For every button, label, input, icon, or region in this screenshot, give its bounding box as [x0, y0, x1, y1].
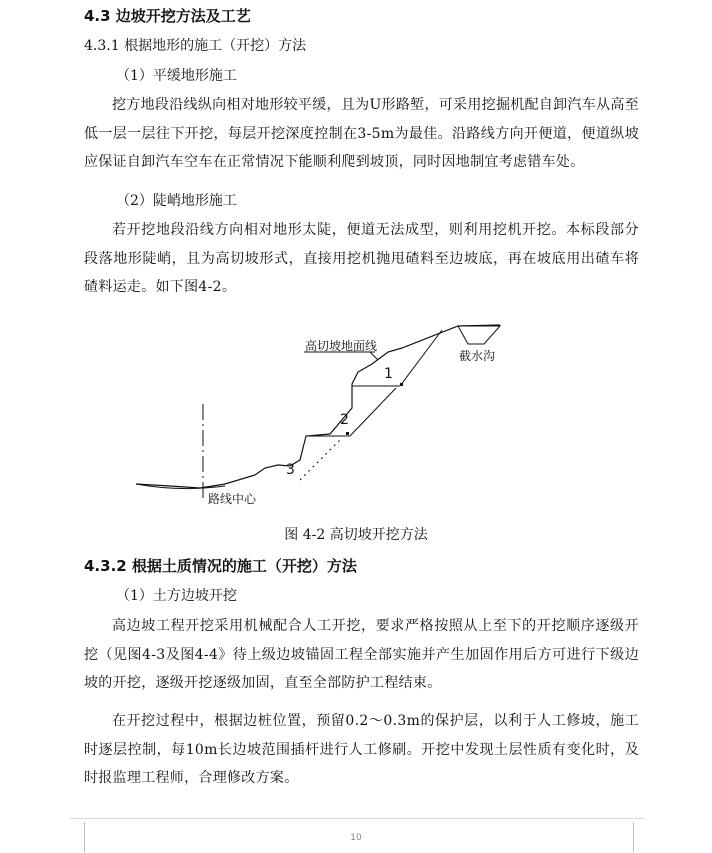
bench-2-mark: [346, 432, 349, 435]
label-step-2: 2: [340, 412, 349, 428]
paragraph-protective-layer: 在开挖过程中，根据边桩位置，预留0.2～0.3m的保护层，以利于人工修坡，施工时逐层控制，每10m长边坡范围插杆进行人工修刷。开挖中发现土层性质有变化时，及时报监理工程师，合理修改方案。: [84, 713, 639, 786]
slope-label-leader-tip: [370, 352, 378, 360]
label-slope-line: 高切坡地面线: [305, 339, 378, 353]
subsection-heading-4-3-2: 4.3.2 根据土质情况的施工（开挖）方法: [84, 557, 357, 575]
page-number: 10: [350, 833, 362, 843]
item-steep-terrain: （2）陡峭地形施工: [116, 193, 237, 209]
footer-rule: [70, 818, 644, 819]
item-earth-slope: （1）土方边坡开挖: [116, 588, 237, 604]
figure-caption: 图 4-2 高切坡开挖方法: [284, 527, 428, 543]
label-step-1: 1: [384, 366, 393, 382]
bench-1-mark: [400, 383, 403, 386]
subsection-heading-4-3-1: 4.3.1 根据地形的施工（开挖）方法: [84, 38, 307, 54]
ditch-shape: [458, 326, 500, 344]
slope-face-1: [400, 330, 442, 386]
paragraph-steep-terrain: 若开挖地段沿线方向相对地形太陡，便道无法成型，则利用挖机开挖。本标段部分段落地形陡峭，且为高切坡形式，直接用挖机抛甩碴料至边坡底，再在坡底用出碴车将碴料运走。如下图4-2。: [84, 222, 639, 295]
item-gentle-terrain: （1）平缓地形施工: [116, 68, 237, 84]
slope-face-2: [350, 388, 396, 436]
paragraph-gentle-terrain: 挖方地段沿线纵向相对地形较平缓，且为U形路堑，可采用挖掘机配自卸汽车从高至低一层一层往下开挖，每层开挖深度控制在3-5m为最佳。沿路线方向开便道，便道纵坡应保证自卸汽车空车在正常情况下能顺利爬到坡顶，同时因地制宜考虑错车处。: [84, 97, 639, 170]
paragraph-earth-slope: 高边坡工程开挖采用机械配合人工开挖，要求严格按照从上至下的开挖顺序逐级开挖（见图4-3及图4-4》待上级边坡锚固工程全部实施并产生加固作用后方可进行下级边坡的开挖，逐级开挖逐级加固，直至全部防护工程结束。: [84, 618, 639, 691]
section-heading: 4.3 边坡开挖方法及工艺: [84, 7, 251, 25]
label-ditch: 截水沟: [459, 349, 496, 363]
label-step-3: 3: [286, 462, 295, 478]
slope-face-3-dashed: [300, 440, 340, 480]
label-route-center: 路线中心: [208, 492, 257, 506]
